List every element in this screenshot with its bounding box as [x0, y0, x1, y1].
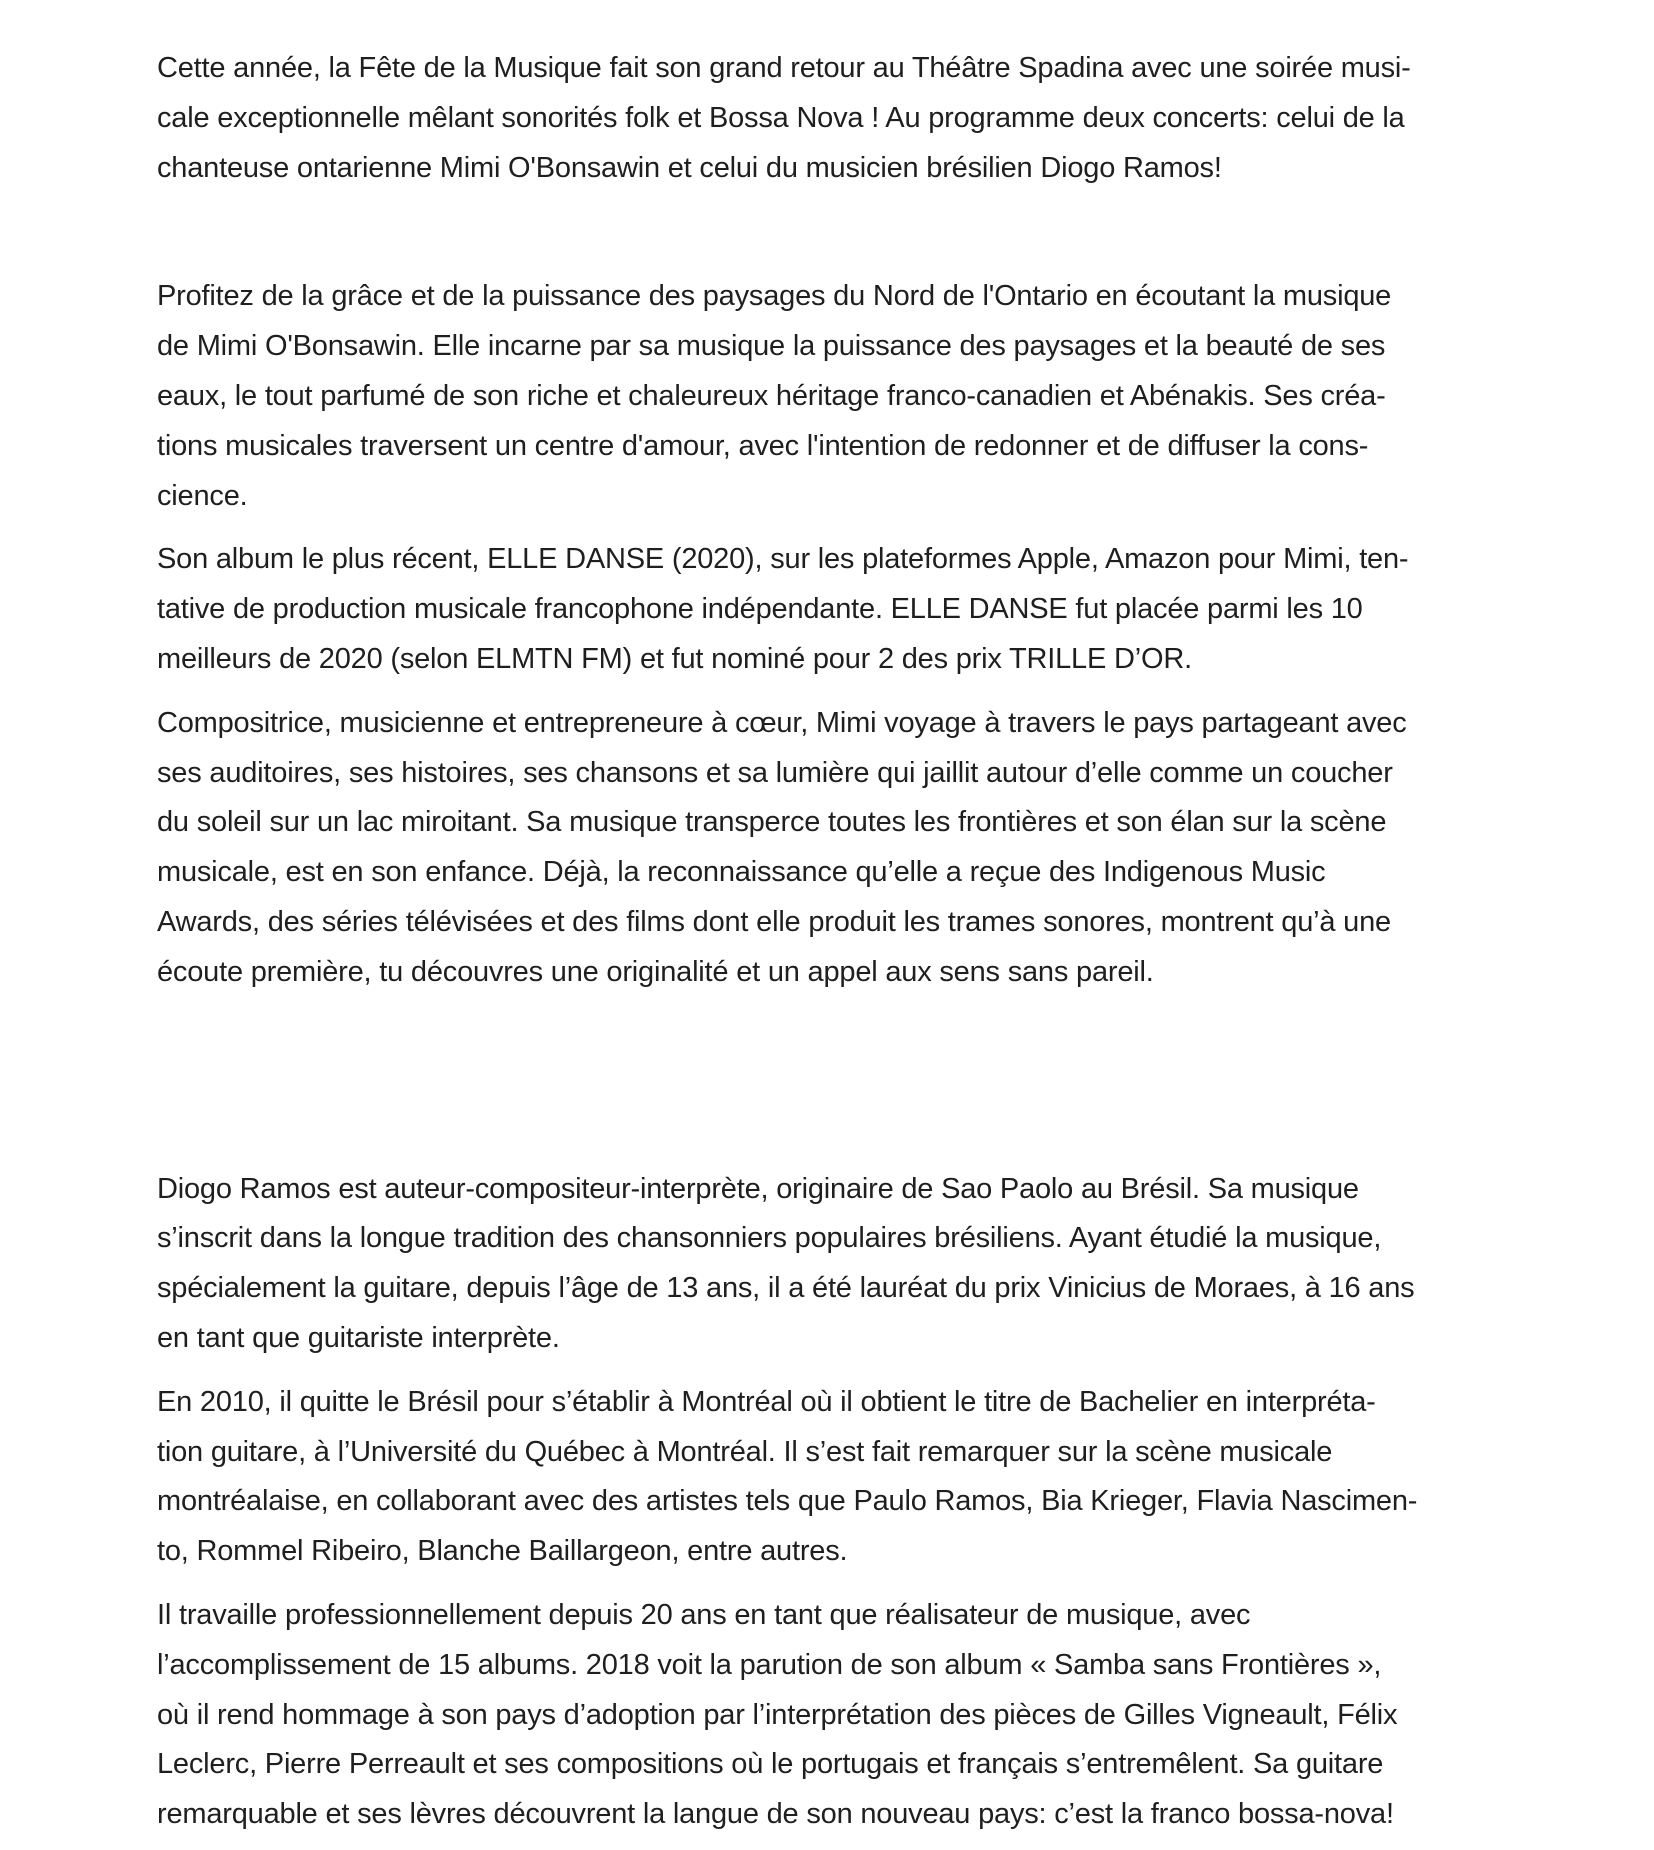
- text-line: Il travaille professionnellement depuis 20 ans en tant que réalisateur de musique, avec: [157, 1598, 1251, 1631]
- text-line: meilleurs de 2020 (selon ELMTN FM) et fut nominé pour 2 des prix TRILLE D’OR.: [157, 642, 1192, 675]
- text-line: s’inscrit dans la longue tradition des chansonniers populaires brésiliens. Ayant étudié la musique,: [157, 1222, 1382, 1255]
- paragraph-spacer: [157, 1577, 1497, 1591]
- text-line: tion guitare, à l’Université du Québec à Montréal. Il s’est fait remarquer sur la scène musicale: [157, 1435, 1333, 1468]
- paragraph-mimi-landscapes: [157, 272, 1497, 521]
- document-body: [157, 44, 1497, 1840]
- section-diogo-ramos: [157, 1165, 1497, 1840]
- text-line: chanteuse ontarienne Mimi O'Bonsawin et celui du musicien brésilien Diogo Ramos!: [157, 151, 1222, 184]
- text-line: montréalaise, en collaborant avec des artistes tels que Paulo Ramos, Bia Krieger, Flavia Nascimen-: [157, 1485, 1418, 1518]
- text-line: en tant que guitariste interprète.: [157, 1321, 560, 1354]
- text-line: Cette année, la Fête de la Musique fait son grand retour au Théâtre Spadina avec une soirée musi-: [157, 52, 1411, 84]
- paragraph-mimi-career: [157, 699, 1497, 998]
- paragraph-mimi-album: [157, 535, 1497, 684]
- text-line: tative de production musicale francophone indépendante. ELLE DANSE fut placée parmi les 10: [157, 593, 1363, 626]
- text-line: l’accomplissement de 15 albums. 2018 voit la parution de son album « Samba sans Frontières »,: [157, 1648, 1382, 1681]
- text-line: cience.: [157, 479, 248, 512]
- text-line: spécialement la guitare, depuis l’âge de 13 ans, il a été lauréat du prix Vinicius de Moraes, à 16 ans: [157, 1272, 1415, 1305]
- paragraph-spacer: [157, 1364, 1497, 1378]
- text-line: Compositrice, musicienne et entrepreneure à cœur, Mimi voyage à travers le pays partageant avec: [157, 706, 1407, 739]
- text-line: de Mimi O'Bonsawin. Elle incarne par sa musique la puissance des paysages et la beauté de ses: [157, 330, 1386, 363]
- text-line: Leclerc, Pierre Perreault et ses compositions où le portugais et français s’entremêlent. Sa guitare: [157, 1748, 1384, 1781]
- paragraph-diogo-origin: [157, 1165, 1497, 1364]
- text-line: Awards, des séries télévisées et des films dont elle produit les trames sonores, montrent qu’à une: [157, 905, 1391, 938]
- paragraph-intro: [157, 44, 1497, 193]
- section-spacer: [157, 193, 1497, 272]
- text-line: où il rend hommage à son pays d’adoption par l’interprétation des pièces de Gilles Vigneault, Félix: [157, 1698, 1398, 1731]
- text-line: Diogo Ramos est auteur-compositeur-interprète, originaire de Sao Paolo au Brésil. Sa musique: [157, 1172, 1359, 1205]
- text-line: remarquable et ses lèvres découvrent la langue de son nouveau pays: c’est la franco bossa-nova!: [157, 1798, 1394, 1831]
- paragraph-diogo-albums: [157, 1591, 1497, 1840]
- text-line: ses auditoires, ses histoires, ses chansons et sa lumière qui jaillit autour d’elle comme un coucher: [157, 756, 1393, 789]
- text-line: du soleil sur un lac miroitant. Sa musique transperce toutes les frontières et son élan sur la scène: [157, 806, 1387, 839]
- section-mimi-obonsawin: [157, 272, 1497, 997]
- text-line: tions musicales traversent un centre d'amour, avec l'intention de redonner et de diffuser la cons-: [157, 429, 1369, 462]
- text-line: to, Rommel Ribeiro, Blanche Baillargeon, entre autres.: [157, 1535, 848, 1568]
- section-intro: [157, 44, 1497, 193]
- paragraph-diogo-montreal: [157, 1378, 1497, 1577]
- text-line: cale exceptionnelle mêlant sonorités folk et Bossa Nova ! Au programme deux concerts: celui de la: [157, 101, 1405, 134]
- section-spacer: [157, 998, 1497, 1165]
- paragraph-spacer: [157, 685, 1497, 699]
- text-line: écoute première, tu découvres une originalité et un appel aux sens sans pareil.: [157, 955, 1154, 988]
- text-line: En 2010, il quitte le Brésil pour s’établir à Montréal où il obtient le titre de Bachelier en interpréta-: [157, 1385, 1376, 1418]
- text-line: Profitez de la grâce et de la puissance des paysages du Nord de l'Ontario en écoutant la musique: [157, 280, 1392, 313]
- paragraph-spacer: [157, 521, 1497, 535]
- text-line: musicale, est en son enfance. Déjà, la reconnaissance qu’elle a reçue des Indigenous Music: [157, 856, 1326, 889]
- text-line: Son album le plus récent, ELLE DANSE (2020), sur les plateformes Apple, Amazon pour Mimi, ten-: [157, 543, 1409, 576]
- text-line: eaux, le tout parfumé de son riche et chaleureux héritage franco-canadien et Abénakis. Ses créa-: [157, 379, 1386, 412]
